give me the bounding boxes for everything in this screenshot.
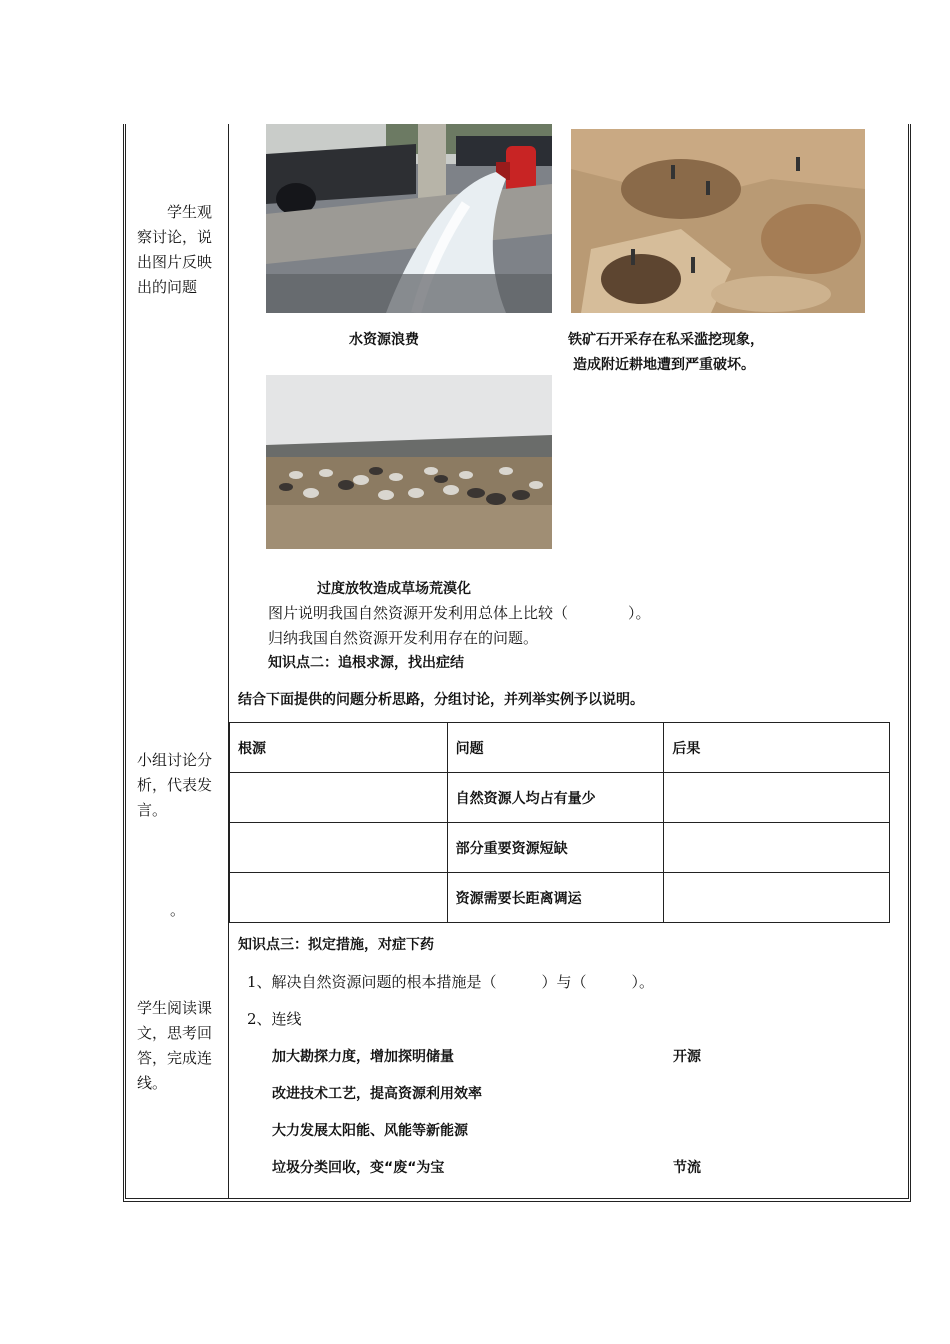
summary-line: 归纳我国自然资源开发利用存在的问题。 <box>268 629 539 647</box>
caption-grazing: 过度放牧造成草场荒漠化 <box>317 581 471 597</box>
table-cell <box>664 773 890 823</box>
match-item: 垃圾分类回收，变“废“为宝 <box>272 1160 445 1176</box>
table-cell: 自然资源人均占有量少 <box>447 773 664 823</box>
match-target-kaiyuan: 开源 <box>673 1049 701 1065</box>
match-item: 大力发展太阳能、风能等新能源 <box>272 1123 468 1139</box>
grazing-photo <box>266 375 552 549</box>
analysis-table <box>229 722 890 923</box>
table-cell <box>230 773 448 823</box>
group-line: 析，代表发 <box>137 776 213 794</box>
left-dot: 。 <box>170 901 186 919</box>
group-instruction <box>137 748 221 823</box>
knowledge-point-3: 知识点三：拟定措施，对症下药 <box>238 937 434 953</box>
mining-photo <box>571 129 865 313</box>
table-cell <box>664 873 890 923</box>
read-line: 学生阅读课 <box>137 999 213 1017</box>
observe-line: 学生观 <box>167 203 213 221</box>
read-line: 答，完成连 <box>137 1049 213 1067</box>
fill-blank-line: 图片说明我国自然资源开发利用总体上比较（ ）。 <box>268 604 651 622</box>
observe-line: 察讨论，说 <box>137 228 213 246</box>
table-cell: 资源需要长距离调运 <box>447 873 664 923</box>
observe-instruction <box>137 200 221 300</box>
group-line: 小组讨论分 <box>137 751 213 769</box>
table-cell: 部分重要资源短缺 <box>447 823 664 873</box>
caption-mine-2: 造成附近耕地遭到严重破坏。 <box>573 357 755 373</box>
question-2: 2、连线 <box>247 1010 302 1028</box>
knowledge-point-2: 知识点二：追根求源，找出症结 <box>268 655 464 671</box>
column-divider <box>228 124 229 1198</box>
match-target-jieliu: 节流 <box>673 1160 701 1176</box>
caption-water: 水资源浪费 <box>349 332 419 348</box>
group-line: 言。 <box>137 801 168 819</box>
question-1: 1、解决自然资源问题的根本措施是（ ）与（ ）。 <box>247 973 655 991</box>
table-row <box>230 873 890 923</box>
read-instruction <box>137 996 221 1096</box>
table-cell <box>230 823 448 873</box>
observe-line: 出的问题 <box>137 278 198 296</box>
header-cell: 问题 <box>447 723 664 773</box>
table-row <box>230 823 890 873</box>
header-cell: 根源 <box>230 723 448 773</box>
table-cell <box>664 823 890 873</box>
instruction-line: 结合下面提供的问题分析思路，分组讨论，并列举实例予以说明。 <box>238 692 644 708</box>
observe-line: 出图片反映 <box>137 253 213 271</box>
match-item: 加大勘探力度，增加探明储量 <box>272 1049 454 1065</box>
table-row <box>230 773 890 823</box>
read-line: 线。 <box>137 1074 168 1092</box>
table-header-row <box>230 723 890 773</box>
match-item: 改进技术工艺，提高资源利用效率 <box>272 1086 482 1102</box>
table-cell <box>230 873 448 923</box>
header-cell: 后果 <box>664 723 890 773</box>
read-line: 文，思考回 <box>137 1024 213 1042</box>
water-waste-photo <box>266 124 552 313</box>
caption-mine-1: 铁矿石开采存在私采滥挖现象， <box>568 332 764 348</box>
